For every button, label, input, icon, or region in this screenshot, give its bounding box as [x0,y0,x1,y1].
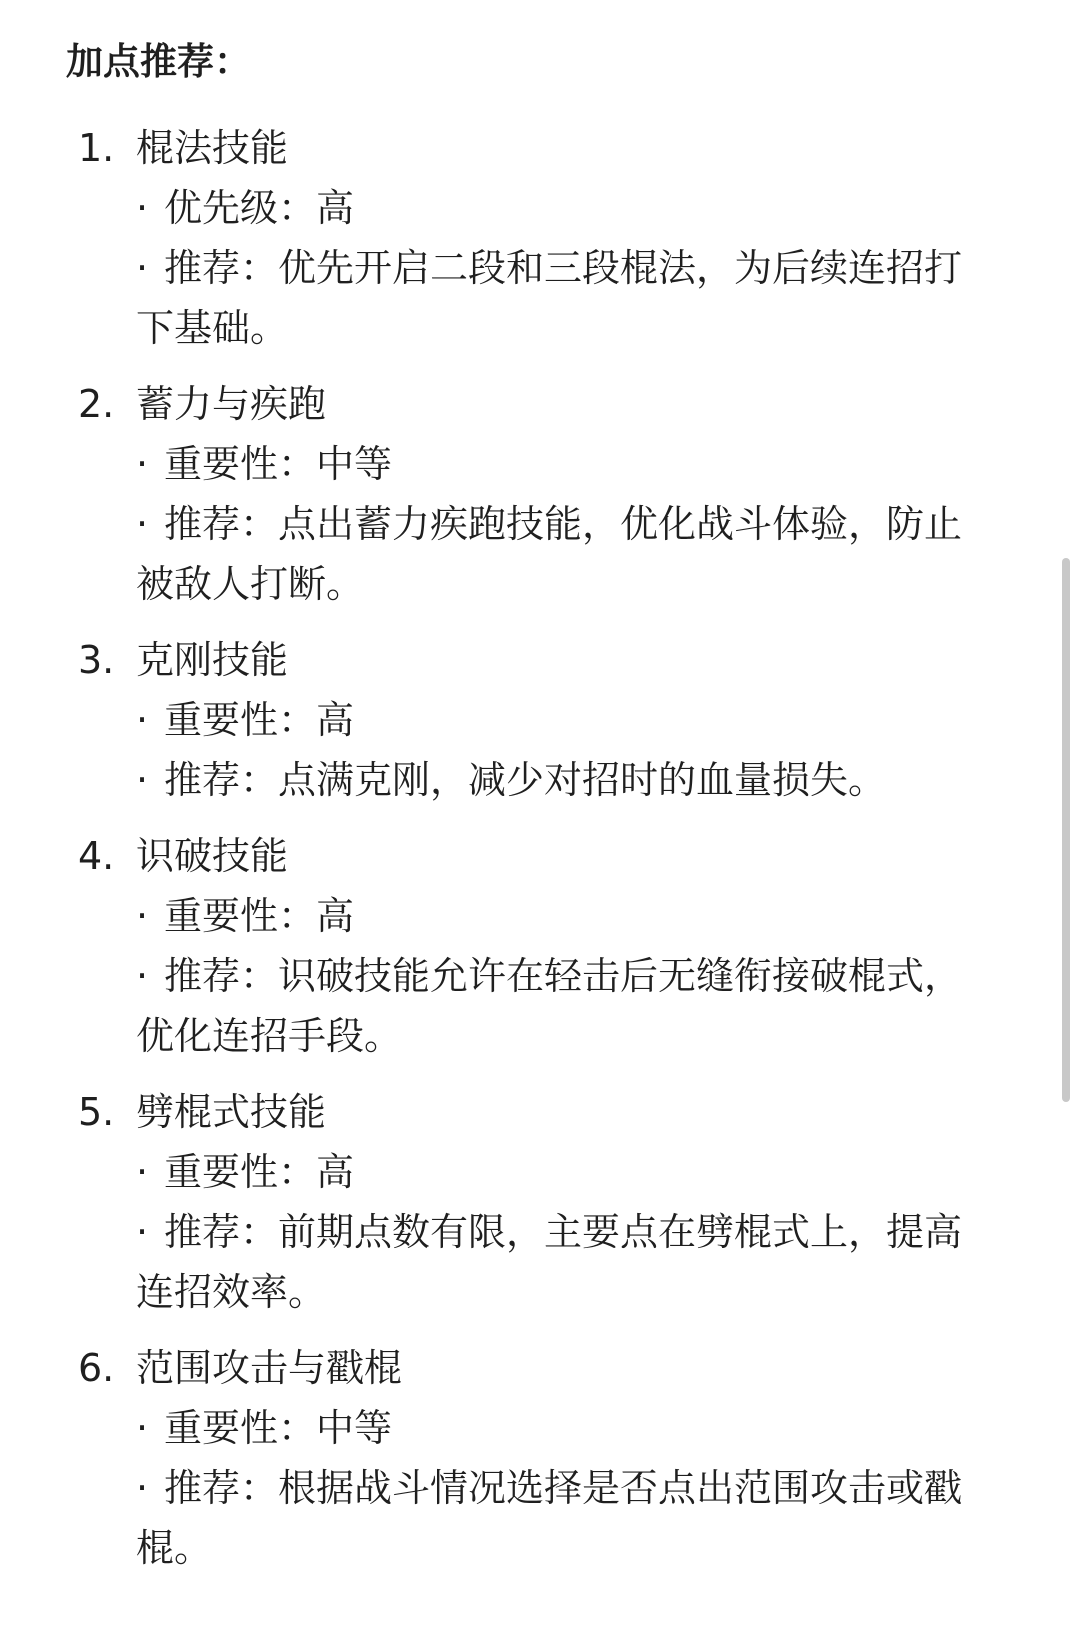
list-item-title: 克刚技能 [136,638,289,682]
vertical-scrollbar[interactable] [1062,558,1070,1102]
list-item [0,630,1080,810]
sub-item-text: 推荐：点满克刚，减少对招时的血量损失。 [164,758,887,802]
sub-item [0,1142,986,1202]
list-item-number: 4. [78,834,115,878]
sub-item-text: 推荐：优先开启二段和三段棍法，为后续连招打下基础。 [136,246,963,350]
sub-item-text: 重要性：中等 [164,442,393,486]
bullet-icon: · [136,1466,149,1510]
list-item-header [0,118,1080,178]
list-item [0,118,1080,358]
list-item [0,1082,1080,1322]
sub-item [0,1202,986,1322]
bullet-icon: · [136,1210,149,1254]
bullet-icon: · [136,698,149,742]
sub-item [0,238,986,358]
sub-item-text: 重要性：高 [164,1150,355,1194]
list-item-header [0,1338,1080,1398]
sub-item-text: 推荐：点出蓄力疾跑技能，优化战斗体验，防止被敌人打断。 [136,502,963,606]
bullet-icon: · [136,246,149,290]
list-item-number: 5. [78,1090,115,1134]
list-item-title: 劈棍式技能 [136,1090,327,1134]
sub-item [0,1398,986,1458]
sub-list [0,1142,1080,1322]
sub-list [0,690,1080,810]
list-item-header [0,630,1080,690]
list-item-title: 识破技能 [136,834,289,878]
sub-item-text: 推荐：前期点数有限，主要点在劈棍式上，提高连招效率。 [136,1210,963,1314]
list-item-number: 6. [78,1346,115,1390]
list-item-number: 1. [78,126,115,170]
list-item-title: 范围攻击与戳棍 [136,1346,403,1390]
list-item-header [0,826,1080,886]
sub-item [0,946,986,1066]
bullet-icon: · [136,758,149,802]
sub-item [0,1458,986,1578]
sub-item [0,434,986,494]
sub-list [0,434,1080,614]
sub-list [0,178,1080,358]
sub-item-text: 推荐：识破技能允许在轻击后无缝衔接破棍式，优化连招手段。 [136,954,963,1058]
sub-item [0,750,986,810]
sub-list [0,1398,1080,1578]
bullet-icon: · [136,502,149,546]
sub-item-text: 优先级：高 [164,186,355,230]
sub-item [0,690,986,750]
list-item-title: 蓄力与疾跑 [136,382,327,426]
list-item-number: 3. [78,638,115,682]
list-item-header [0,1082,1080,1142]
list-item [0,374,1080,614]
sub-item-text: 推荐：根据战斗情况选择是否点出范围攻击或戳棍。 [136,1466,963,1570]
sub-item-text: 重要性：高 [164,894,355,938]
list-item-number: 2. [78,382,115,426]
bullet-icon: · [136,442,149,486]
sub-item-text: 重要性：中等 [164,1406,393,1450]
bullet-icon: · [136,1406,149,1450]
sub-list [0,886,1080,1066]
sub-item [0,886,986,946]
bullet-icon: · [136,186,149,230]
sub-item-text: 重要性：高 [164,698,355,742]
section-heading: 加点推荐： [66,40,251,83]
sub-item [0,178,986,238]
bullet-icon: · [136,954,149,998]
bullet-icon: · [136,1150,149,1194]
recommendation-list [0,118,1080,1594]
sub-item [0,494,986,614]
list-item-header [0,374,1080,434]
list-item-title: 棍法技能 [136,126,289,170]
list-item [0,1338,1080,1578]
bullet-icon: · [136,894,149,938]
list-item [0,826,1080,1066]
